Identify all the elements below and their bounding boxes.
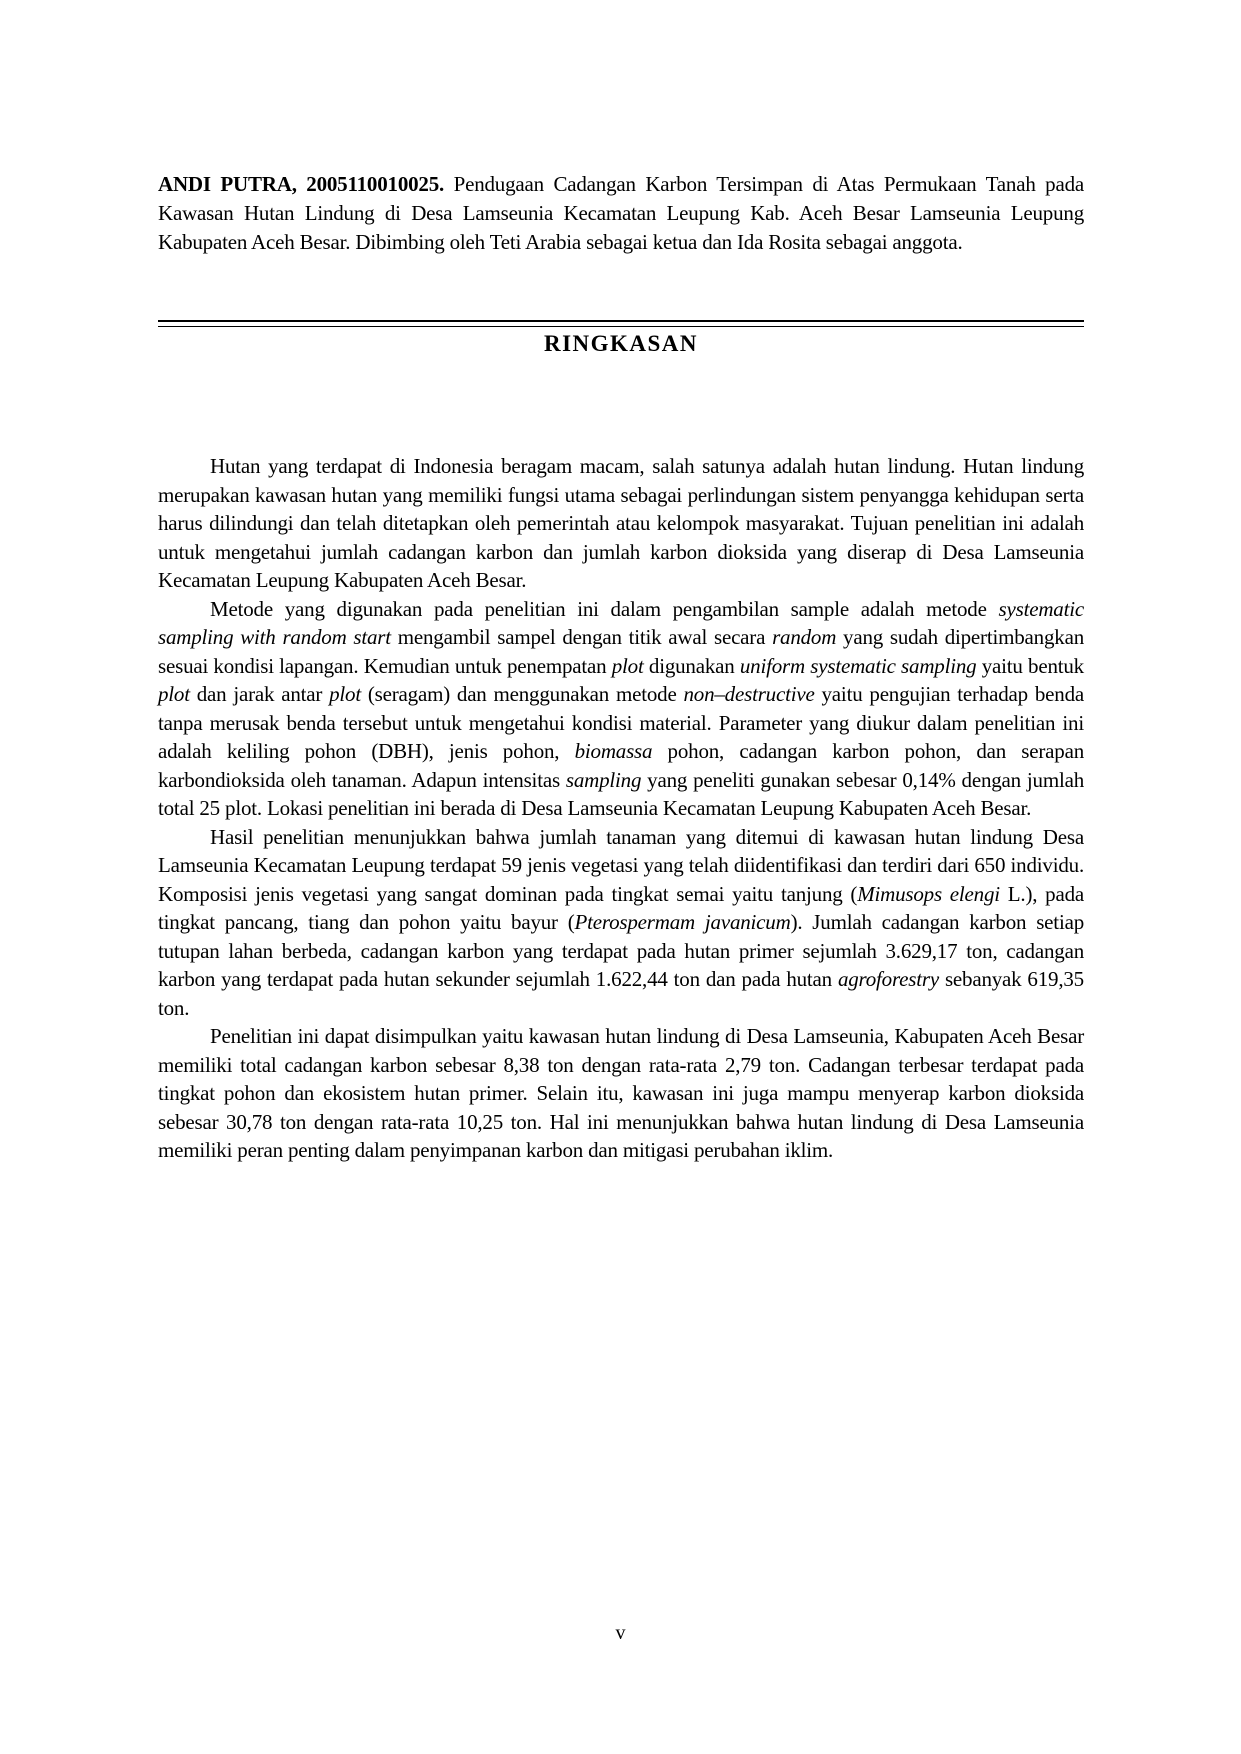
- text-run: Hutan yang terdapat di Indonesia beragam macam, salah satunya adalah hutan lindung. Hutan lindung merupakan kawasan hutan yang memiliki fungsi utama sebagai perlindungan sistem penyangga kehidupan serta harus dilindungi dan telah ditetapkan oleh pemerintah atau kelompok masyarakat. Tujuan penelitian ini adalah untuk mengetahui jumlah cadangan karbon dan jumlah karbon dioksida yang diserap di Desa Lamseunia Kecamatan Leupung Kabupaten Aceh Besar.: [158, 454, 1084, 592]
- text-run: digunakan: [643, 653, 740, 678]
- section-title: RINGKASAN: [543, 331, 699, 356]
- paragraph: [158, 595, 1084, 823]
- text-run: L.), pada tingkat pancang, tiang dan pohon yaitu bayur (: [158, 881, 1085, 934]
- italic-text-run: Pterospermam javanicum: [574, 910, 791, 934]
- text-run: yaitu pengujian terhadap benda tanpa merusak benda tersebut untuk mengetahui kondisi material. Parameter yang diukur dalam penelitian ini adalah keliling pohon (DBH), jenis pohon,: [158, 682, 1085, 763]
- page-number: v: [615, 1622, 626, 1644]
- double-rule-divider: [158, 320, 1084, 327]
- paragraph: [158, 1022, 1084, 1165]
- paragraph: [158, 823, 1084, 1023]
- italic-text-run: uniform systematic sampling: [739, 653, 977, 678]
- text-run: (seragam) dan menggunakan metode: [360, 682, 684, 706]
- italic-text-run: plot: [329, 682, 361, 706]
- abstract-header: [158, 170, 1084, 257]
- abstract-header-text: Pendugaan Cadangan Karbon Tersimpan di Atas Permukaan Tanah pada Kawasan Hutan Lindung di Desa Lamseunia Kecamatan Leupung Kab. Aceh Besar Lamseunia Leupung Kabupaten Aceh Besar. Dibimbing oleh Teti Arabia sebagai ketua dan Ida Rosita sebagai anggota.: [158, 172, 1084, 254]
- italic-text-run: non–destructive: [683, 682, 815, 706]
- author-id-lead: ANDI PUTRA, 2005110010025.: [158, 172, 445, 196]
- italic-text-run: systematic sampling with random start: [158, 596, 1084, 649]
- text-run: pohon, cadangan karbon pohon, dan serapan karbondioksida oleh tanaman. Adapun intensitas: [158, 739, 1084, 792]
- italic-text-run: random: [772, 625, 837, 649]
- italic-text-run: biomassa: [574, 739, 653, 763]
- text-run: yang peneliti gunakan sebesar 0,14% dengan jumlah total 25 plot. Lokasi penelitian ini berada di Desa Lamseunia Kecamatan Leupung Kabupaten Aceh Besar.: [158, 767, 1085, 820]
- text-run: Penelitian ini dapat disimpulkan yaitu kawasan hutan lindung di Desa Lamseunia, Kabupaten Aceh Besar memiliki total cadangan karbon sebesar 8,38 ton dengan rata-rata 2,79 ton. Cadangan terbesar terdapat pada tingkat pohon dan ekosistem hutan primer. Selain itu, kawasan ini juga mampu menyerap karbon dioksida sebesar 30,78 ton dengan rata-rata 10,25 ton. Hal ini menunjukkan bahwa hutan lindung di Desa Lamseunia memiliki peran penting dalam penyimpanan karbon dan mitigasi perubahan iklim.: [158, 1024, 1084, 1162]
- paragraph: [158, 452, 1084, 595]
- text-run: yang sudah dipertimbangkan sesuai kondisi lapangan. Kemudian untuk penempatan: [158, 625, 1084, 678]
- italic-text-run: sampling: [565, 767, 642, 792]
- text-run: ). Jumlah cadangan karbon setiap tutupan lahan berbeda, cadangan karbon yang terdapat pada hutan primer sejumlah 3.629,17 ton, cadangan karbon yang terdapat pada hutan sekunder sejumlah 1.622,44 ton dan pada hutan: [158, 910, 1084, 991]
- italic-text-run: plot: [611, 653, 644, 678]
- text-run: Hasil penelitian menunjukkan bahwa jumlah tanaman yang ditemui di kawasan hutan lindung Desa Lamseunia Kecamatan Leupung terdapat 59 jenis vegetasi yang telah diidentifikasi dan terdiri dari 650 individu. Komposisi jenis vegetasi yang sangat dominan pada tingkat semai yaitu tanjung (: [158, 824, 1084, 906]
- italic-text-run: agroforestry: [837, 967, 939, 991]
- text-run: mengambil sampel dengan titik awal secara: [390, 625, 773, 649]
- text-run: sebanyak 619,35 ton.: [158, 967, 1084, 1020]
- text-run: yaitu bentuk: [976, 653, 1084, 678]
- italic-text-run: Mimusops elengi: [857, 881, 1000, 906]
- text-run: Metode yang digunakan pada penelitian ini dalam pengambilan sample adalah metode: [210, 596, 999, 621]
- italic-text-run: plot: [158, 682, 190, 706]
- summary-body: [158, 452, 1084, 1165]
- text-run: dan jarak antar: [189, 682, 330, 706]
